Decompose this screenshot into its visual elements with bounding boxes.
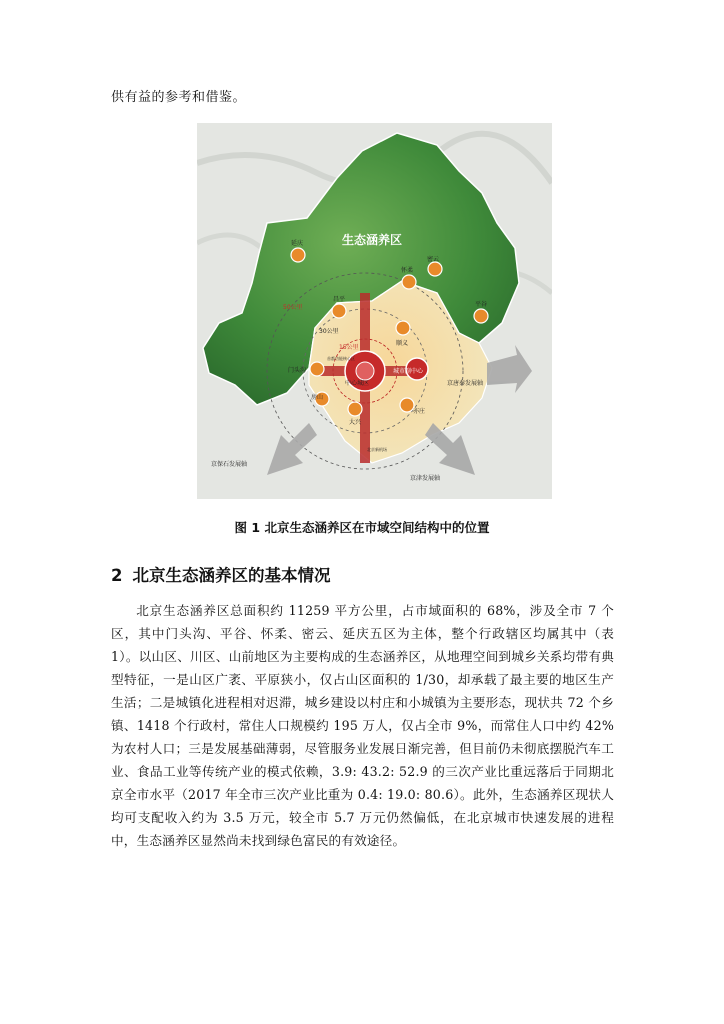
node-shunyi bbox=[396, 321, 410, 335]
label-daxing: 大兴 bbox=[349, 419, 362, 426]
label-ring-50km: 50公里 bbox=[283, 304, 303, 311]
label-jingjin-axis: 京津发展轴 bbox=[410, 475, 441, 482]
label-miyun: 密云 bbox=[427, 256, 440, 263]
zone-title: 生态涵养区 bbox=[342, 233, 403, 247]
node-daxing bbox=[348, 402, 362, 416]
label-core-area: 首都功能核心区 bbox=[327, 356, 355, 361]
label-subcenter: 城市副中心 bbox=[393, 368, 424, 375]
section-heading bbox=[111, 562, 330, 586]
map-svg bbox=[197, 123, 552, 499]
label-yizhuang: 亦庄 bbox=[413, 408, 426, 415]
node-yanqing bbox=[291, 248, 305, 262]
node-yizhuang bbox=[400, 398, 414, 412]
section-paragraph: 北京生态涵养区总面积约 11259 平方公里，占市域面积的 68%，涉及全市 7 个区，其中门头沟、平谷、怀柔、密云、延庆五区为主体，整个行政辖区均属其中（表 1）。以山区、川区、山前地区为主要构成的生态涵养区，从地理空间到城乡关系均带有典型特征，一是山区广袤、平原狭小，仅占山区面积的 1/30，却承载了最主要的地区生产生活；二是城镇化进程相对迟滞，城乡建设以村庄和小城镇为主要形态，现状共 72 个乡镇、1418 个行政村，常住人口规模约 195 万人，仅占全市 9%，而常住人口中约 42%为农村人口；三是发展基础薄弱，尽管服务业发展日渐完善，但目前仍未彻底摆脱汽车工业、食品工业等传统产业的模式依赖，3.9: 43.2: 52.9 的三次产业比重远落后于同期北京全市水平（2017 年全市三次产业比重为 0.4: 19.0: 80.6）。此外，生态涵养区现状人均可支配收入约为 3.5 万元，较全市 5.7 万元仍然偏低，在北京城市快速发展的进程中，生态涵养区显然尚未找到绿色富民的有效途径。 bbox=[111, 603, 614, 848]
node-pinggu bbox=[474, 309, 488, 323]
lead-text: 供有益的参考和借鉴。 bbox=[111, 90, 247, 105]
core-center bbox=[356, 362, 374, 380]
label-ring-30km: 30公里 bbox=[319, 328, 339, 335]
label-pinggu: 平谷 bbox=[475, 301, 488, 308]
section-number: 2 bbox=[111, 566, 123, 585]
section-title: 北京生态涵养区的基本情况 bbox=[132, 566, 331, 585]
label-fangshan: 房山 bbox=[311, 394, 324, 401]
beijing-structure-map bbox=[197, 123, 552, 499]
node-changping bbox=[332, 304, 346, 318]
label-huairou: 怀柔 bbox=[401, 267, 414, 274]
node-mentougou bbox=[310, 362, 324, 376]
label-ring-15km: 15公里 bbox=[339, 344, 359, 351]
label-central-city: 中心城区 bbox=[345, 380, 370, 387]
label-shunyi: 顺义 bbox=[396, 340, 409, 347]
label-yanqing: 延庆 bbox=[291, 240, 304, 247]
label-changping: 昌平 bbox=[333, 296, 346, 303]
label-mentougou: 门头沟 bbox=[288, 367, 307, 374]
figure-caption: 图 1 北京生态涵养区在市域空间结构中的位置 bbox=[234, 520, 490, 535]
node-miyun bbox=[428, 262, 442, 276]
label-jingbaoshi-axis: 京保石发展轴 bbox=[211, 461, 248, 468]
label-jingtangqin-axis: 京唐秦发展轴 bbox=[447, 380, 484, 387]
label-new-airport: 北京新机场 bbox=[367, 447, 387, 452]
node-huairou bbox=[402, 275, 416, 289]
